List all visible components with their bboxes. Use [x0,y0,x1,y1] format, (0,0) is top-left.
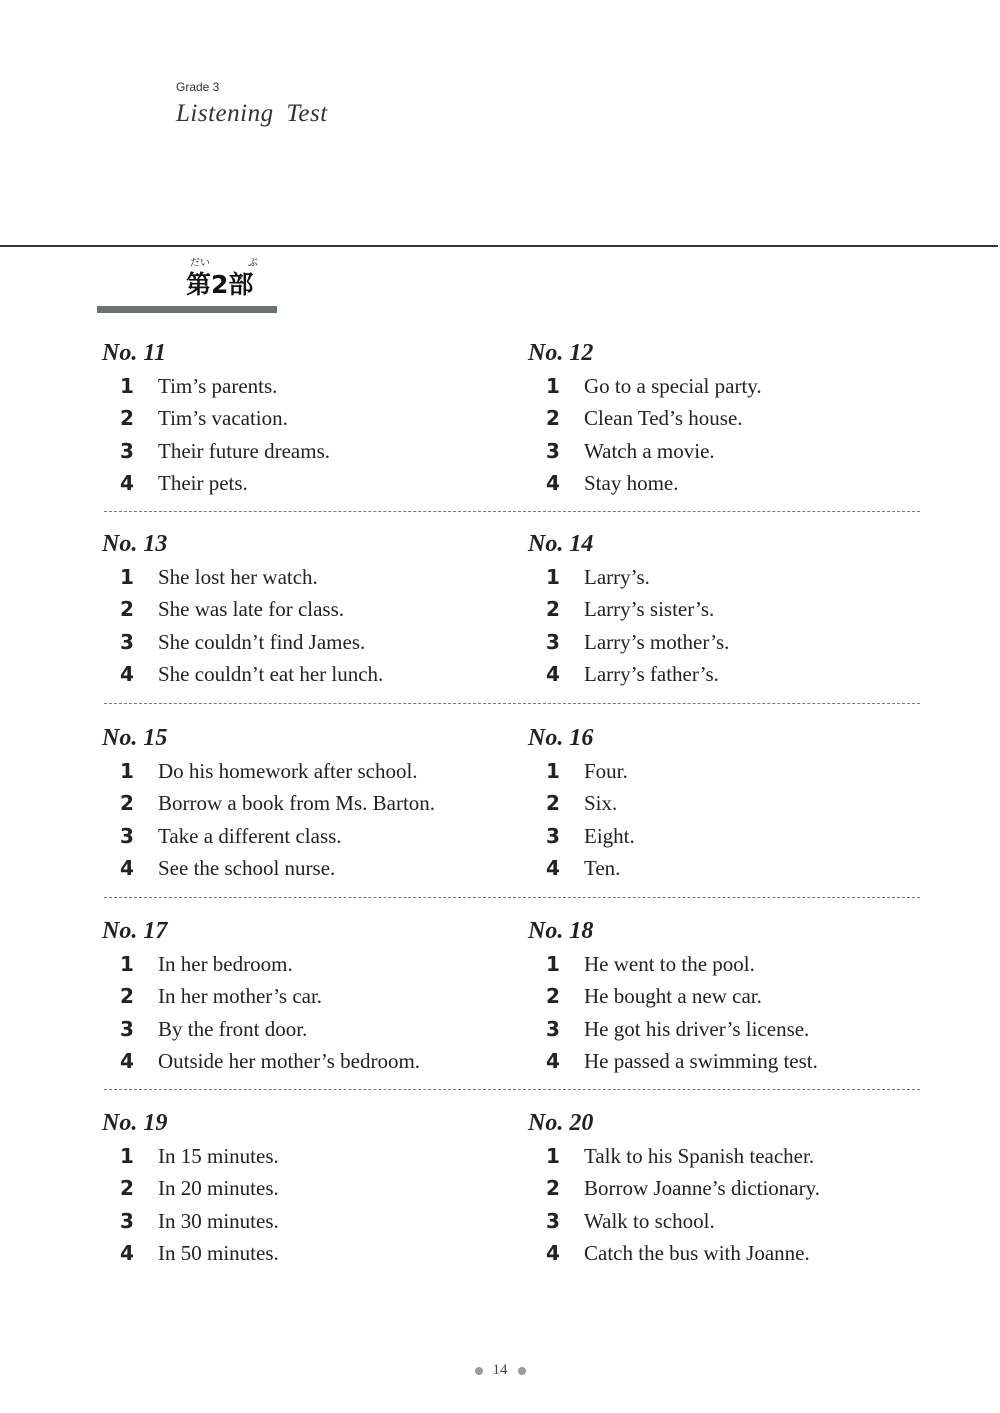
option-number: 1 [546,565,560,589]
dashed-divider [104,1089,920,1090]
option-number: 1 [120,1144,134,1168]
question-13 [102,529,383,690]
answer-option [528,980,818,1012]
answer-option [102,820,435,852]
option-text: Eight. [584,823,635,848]
option-number: 3 [546,438,560,463]
option-text: Do his homework after school. [158,759,418,783]
answer-option [102,402,330,434]
option-number: 2 [546,406,560,431]
option-number: 4 [546,855,560,880]
dashed-divider [104,511,920,512]
question-number: No. 13 [102,531,168,557]
option-number: 3 [546,823,560,848]
option-number: 4 [546,470,560,495]
answer-option [528,658,729,690]
option-number: 1 [546,374,560,398]
option-number: 4 [546,1048,560,1073]
answer-option [528,1237,820,1269]
question-18 [528,916,818,1077]
option-text: In her mother’s car. [158,984,323,1009]
answer-option [528,755,635,787]
option-text: He passed a swimming test. [584,1048,818,1073]
option-text: He bought a new car. [584,984,762,1009]
answer-option [528,370,762,402]
section-title: 第2部 [186,270,254,299]
answer-option [528,435,762,467]
option-number: 1 [546,1144,560,1168]
page-number: 14 [492,1362,508,1378]
option-text: Tim’s vacation. [158,406,288,431]
option-text: Larry’s sister’s. [584,597,715,622]
option-number: 2 [546,597,560,622]
ruby-bu: ぶ [248,258,258,269]
option-text: Clean Ted’s house. [584,406,743,431]
option-number: 3 [546,1016,560,1041]
answer-option [528,1140,820,1172]
option-number: 3 [120,823,134,848]
answer-option [528,593,729,625]
option-text: Watch a movie. [584,438,715,463]
option-number: 2 [120,984,134,1009]
ruby-dai: だい [190,258,210,269]
option-number: 3 [546,629,560,654]
option-number: 1 [546,952,560,976]
option-text: Larry’s. [584,565,650,589]
page-footer [0,1362,1000,1379]
option-text: Borrow Joanne’s dictionary. [584,1176,821,1201]
option-number: 2 [546,1176,560,1201]
answer-option [528,1013,818,1045]
question-20 [528,1108,820,1269]
question-14 [528,529,729,690]
option-number: 1 [120,759,134,783]
question-number: No. 15 [102,725,168,751]
answer-option [102,593,383,625]
answer-option [528,402,762,434]
option-text: Their future dreams. [158,438,331,463]
question-number: No. 17 [102,918,168,944]
dashed-divider [104,703,920,704]
option-text: In 50 minutes. [158,1240,279,1265]
option-text: Larry’s father’s. [584,661,719,686]
section-heading [186,258,266,300]
page-title: Listening Test [176,100,328,127]
option-number: 1 [120,565,134,589]
option-text: Larry’s mother’s. [584,629,730,654]
option-number: 2 [546,791,560,816]
question-number: No. 19 [102,1110,168,1136]
answer-option [102,435,330,467]
answer-option [102,626,383,658]
header-divider [0,245,998,247]
answer-option [528,1205,820,1237]
option-number: 2 [120,791,134,816]
answer-option [102,1172,279,1204]
grade-label: Grade 3 [176,80,220,94]
option-text: Take a different class. [158,823,342,848]
question-number: No. 20 [528,1110,594,1136]
question-17 [102,916,420,1077]
question-16 [528,723,635,884]
option-text: Borrow a book from Ms. Barton. [158,791,436,816]
option-text: In her bedroom. [158,952,293,976]
option-number: 4 [120,1240,134,1265]
answer-option [528,1172,820,1204]
option-number: 3 [120,1016,134,1041]
answer-option [102,787,435,819]
option-number: 1 [120,952,134,976]
answer-option [528,626,729,658]
question-number: No. 11 [102,340,167,366]
option-number: 3 [120,629,134,654]
option-number: 3 [120,438,134,463]
dot-icon [475,1367,483,1375]
option-text: In 20 minutes. [158,1176,279,1201]
question-number: No. 18 [528,918,594,944]
question-12 [528,338,762,499]
option-number: 2 [120,1176,134,1201]
option-text: She lost her watch. [158,565,318,589]
option-number: 3 [546,1208,560,1233]
section-underline-bar [97,306,277,313]
dashed-divider [104,897,920,898]
option-text: Outside her mother’s bedroom. [158,1048,421,1073]
question-19 [102,1108,279,1269]
option-number: 3 [120,1208,134,1233]
answer-option [528,852,635,884]
section-ruby [186,258,266,270]
answer-option [528,787,635,819]
option-text: Talk to his Spanish teacher. [584,1144,815,1168]
dot-icon [518,1367,526,1375]
option-text: He went to the pool. [584,952,755,976]
question-number: No. 14 [528,531,594,557]
answer-option [528,1045,818,1077]
option-number: 1 [120,374,134,398]
answer-option [102,852,435,884]
answer-option [102,467,330,499]
option-text: She was late for class. [158,597,345,622]
option-text: Stay home. [584,470,679,495]
answer-option [528,561,729,593]
option-text: She couldn’t find James. [158,629,366,654]
option-number: 4 [546,1240,560,1265]
option-number: 4 [120,1048,134,1073]
question-number: No. 12 [528,340,594,366]
answer-option [102,1013,420,1045]
option-text: Their pets. [158,470,248,495]
option-text: In 15 minutes. [158,1144,279,1168]
answer-option [102,1045,420,1077]
option-text: Ten. [584,855,621,880]
answer-option [528,467,762,499]
answer-option [102,370,330,402]
answer-option [102,755,435,787]
answer-option [102,1140,279,1172]
answer-option [102,980,420,1012]
option-text: Catch the bus with Joanne. [584,1240,810,1265]
answer-option [102,658,383,690]
question-number: No. 16 [528,725,594,751]
answer-option [528,820,635,852]
option-text: Go to a special party. [584,374,762,398]
question-15 [102,723,435,884]
option-text: Four. [584,759,628,783]
option-number: 1 [546,759,560,783]
option-text: Walk to school. [584,1208,715,1233]
answer-option [102,1237,279,1269]
question-11 [102,338,330,499]
answer-option [528,948,818,980]
option-text: Six. [584,791,618,816]
option-number: 4 [120,855,134,880]
option-number: 4 [546,661,560,686]
option-number: 2 [120,406,134,431]
option-number: 2 [120,597,134,622]
option-text: Tim’s parents. [158,374,278,398]
option-number: 4 [120,470,134,495]
option-text: By the front door. [158,1016,308,1041]
option-text: He got his driver’s license. [584,1016,810,1041]
answer-option [102,1205,279,1237]
option-number: 4 [120,661,134,686]
answer-option [102,561,383,593]
answer-option [102,948,420,980]
option-text: She couldn’t eat her lunch. [158,661,384,686]
option-text: In 30 minutes. [158,1208,279,1233]
option-number: 2 [546,984,560,1009]
option-text: See the school nurse. [158,855,336,880]
